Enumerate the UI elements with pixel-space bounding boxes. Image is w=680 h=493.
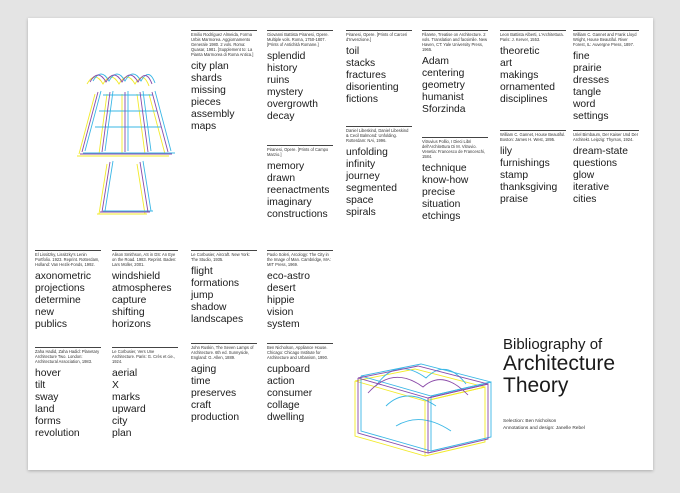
keyword-list	[267, 271, 333, 331]
keyword: infinity	[346, 159, 376, 171]
keyword: cupboard	[267, 364, 310, 375]
title-line-1: Bibliography of	[503, 336, 603, 353]
bibliography-entry	[191, 343, 257, 424]
citation: Filarete, Treatise on Architecture. 2 vols. Translation and facsimile. New Haven, CT: Yale University Press, 1965.	[422, 32, 488, 52]
keyword: history	[267, 63, 298, 75]
keyword: time	[191, 376, 211, 388]
keyword: assembly	[191, 109, 235, 121]
keyword: centering	[422, 68, 465, 80]
keyword-list	[573, 146, 639, 206]
keyword: tangle	[573, 87, 602, 99]
keyword: forms	[35, 416, 61, 428]
credit-selection: Selection: Ben Nicholson	[503, 419, 557, 424]
citation: Piranesi, Opere. [Prints of Campo Marzio.]	[267, 145, 333, 157]
keyword-list	[112, 368, 178, 441]
bibliography-entry	[112, 250, 178, 331]
keyword: stacks	[346, 58, 376, 70]
keyword: vision	[267, 307, 294, 319]
keyword: city plan	[191, 61, 229, 72]
keyword: iterative	[573, 182, 610, 194]
keyword: art	[500, 58, 513, 70]
keyword: disorienting	[346, 82, 399, 94]
keyword-list	[422, 163, 488, 223]
keyword: settings	[573, 111, 609, 123]
bibliography-entry	[422, 137, 488, 223]
keyword: prairie	[573, 63, 602, 75]
keyword: thanksgiving	[500, 182, 558, 194]
keyword: landscapes	[191, 314, 244, 326]
keyword: upward	[112, 404, 146, 416]
keyword: pieces	[191, 97, 221, 109]
keyword: revolution	[35, 428, 80, 440]
keyword: journey	[346, 171, 380, 183]
citation: El Lissitzky, Lissitzky's Lenin Portfolio. 1923. Reprint. Rotterdam, Holland: Van Hezik-Fonds, 1992.	[35, 252, 100, 267]
citation: Ben Nicholson, Appliance House. Chicago: Chicago Institute for Architecture and Urbanism, 1990.	[267, 343, 333, 360]
title-line-3: Theory	[503, 374, 569, 397]
keyword-list	[346, 147, 412, 220]
bibliography-entry	[573, 30, 639, 124]
keyword: flight	[191, 266, 213, 277]
keyword-list	[267, 364, 333, 424]
keyword: desert	[267, 283, 296, 295]
keyword-list	[500, 46, 566, 106]
bibliography-entry	[267, 343, 333, 424]
keyword: mystery	[267, 87, 304, 99]
keyword: memory	[267, 161, 305, 172]
citation: Le Corbusier, Vers Une Architecture. Paris: G. Crès et cie., 1924.	[112, 347, 178, 364]
keyword: disciplines	[500, 94, 548, 106]
keyword: dream-state	[573, 146, 628, 157]
keyword: projections	[35, 283, 85, 295]
keyword: X	[112, 380, 119, 392]
keyword: know-how	[422, 175, 469, 187]
bibliography-entry	[267, 145, 333, 221]
keyword: geometry	[422, 80, 465, 92]
keyword: dresses	[573, 75, 610, 87]
keyword: decay	[267, 111, 295, 123]
keyword: cities	[573, 194, 597, 206]
keyword: shadow	[191, 302, 227, 314]
citation: Giovanni Battista Piranesi, Opere. Multiple vols. Roma, 1750-1807. [Prints of Antichità Romane.]	[267, 30, 333, 47]
citation: Leon Battista Alberti, L'Architettura. Paris: J. Kerver, 1553.	[500, 30, 566, 42]
keyword-list	[191, 364, 257, 424]
keyword: etchings	[422, 211, 461, 223]
bibliography-entry	[191, 250, 257, 326]
keyword: fictions	[346, 94, 379, 106]
bibliography-entry	[35, 347, 101, 441]
keyword: splendid	[267, 51, 306, 62]
keyword: aerial	[112, 368, 138, 379]
keyword: glow	[573, 170, 595, 182]
keyword: makings	[500, 70, 539, 82]
bibliography-entry	[346, 126, 412, 220]
keyword: theoretic	[500, 46, 540, 57]
keyword: new	[35, 307, 54, 319]
poster-title	[503, 336, 615, 397]
keyword: publics	[35, 319, 68, 331]
keyword: space	[346, 195, 374, 207]
citation: William C. Gannet and Frank Lloyd Wright, House Beautiful. River Forest, IL: Auvergne Press, 1897.	[573, 30, 639, 47]
keyword-list	[191, 61, 257, 134]
bibliography-entry	[346, 30, 412, 106]
keyword: hippie	[267, 295, 295, 307]
keyword: furnishings	[500, 158, 550, 170]
citation: John Ruskin, The Seven Lamps of Architecture. 6th ed. Sunnyside, England: G. Allen, 1889.	[191, 343, 257, 360]
keyword: constructions	[267, 209, 328, 221]
keyword-list	[112, 271, 178, 331]
bibliography-entry	[500, 130, 566, 206]
stacked-structure-drawing-illustration	[353, 358, 498, 458]
keyword: capture	[112, 295, 147, 307]
bibliography-entry	[267, 30, 333, 124]
keyword: marks	[112, 392, 141, 404]
keyword: missing	[191, 85, 226, 97]
keyword: land	[35, 404, 55, 416]
keyword: determine	[35, 295, 81, 307]
bibliography-entry	[267, 250, 333, 331]
keyword-list	[35, 271, 101, 331]
keyword: city	[112, 416, 128, 428]
keyword: action	[267, 376, 295, 388]
keyword: praise	[500, 194, 529, 206]
citation: William C. Gannet, House Beautiful. Boston: James H. West, 1895.	[500, 132, 566, 142]
bibliography-entry	[500, 30, 566, 106]
bibliography-entry	[191, 30, 257, 134]
credit-design: Annotations and design: Janelle Rebel	[503, 425, 585, 431]
keyword: imaginary	[267, 197, 312, 209]
keyword: horizons	[112, 319, 151, 331]
keyword: fractures	[346, 70, 387, 82]
keyword: segmented	[346, 183, 397, 195]
citation: Uriel Birnbaum, Der Kaiser Und Der Architekt. Leipzig: Thyrsos, 1924.	[573, 132, 639, 142]
credits	[503, 419, 585, 432]
keyword: word	[573, 99, 596, 111]
keyword-list	[267, 51, 333, 124]
keyword: production	[191, 412, 240, 424]
citation: Piranesi, Opere. [Prints of Carceri d'Invenzione.]	[346, 30, 412, 42]
keyword: jump	[191, 290, 214, 302]
keyword: spirals	[346, 207, 376, 219]
keyword: formations	[191, 278, 240, 290]
keyword: reenactments	[267, 185, 330, 197]
keyword: axonometric	[35, 271, 92, 282]
lamp-drawing-illustration	[70, 62, 180, 212]
keyword: aging	[191, 364, 217, 375]
bibliography-entry	[573, 130, 639, 206]
citation: Zaha Hadid, Zaha Hadid: Planetary Architecture Two. London: Architectural Association, 1983.	[35, 349, 100, 364]
citation: Paolo Soleri, Arcology: The City in the Image of Man. Cambridge, MA: MIT Press, 1969.	[267, 250, 333, 267]
keyword: fine	[573, 51, 590, 62]
keyword: humanist	[422, 92, 464, 104]
keyword: eco-astro	[267, 271, 310, 282]
keyword: lily	[500, 146, 513, 157]
keyword-list	[346, 46, 412, 106]
citation: Le Corbusier, Aircraft. New York: The Studio, 1935.	[191, 250, 257, 262]
citation: Emilio Rodríguez Almeida, Forma Urbis Marmorea. Aggiornamento Generale 1980. 2 vols. Roma: Quasar, 1981. [Supplement to: La Pianta Marmorea di Roma Antica.]	[191, 30, 257, 57]
keyword: drawn	[267, 173, 296, 185]
keyword: unfolding	[346, 147, 388, 158]
keyword-list	[500, 146, 566, 206]
keyword-list	[267, 161, 333, 221]
keyword-list	[422, 56, 488, 116]
keyword: collage	[267, 400, 300, 412]
keyword: consumer	[267, 388, 313, 400]
keyword: ruins	[267, 75, 290, 87]
bibliography-entry	[35, 250, 101, 331]
keyword-list	[191, 266, 257, 326]
keyword: shards	[191, 73, 222, 85]
keyword: craft	[191, 400, 212, 412]
keyword: preserves	[191, 388, 237, 400]
keyword: tilt	[35, 380, 46, 392]
keyword: precise	[422, 187, 456, 199]
keyword: hover	[35, 368, 61, 379]
citation: Daniel Libeskind, Daniel Libeskind & Cecil Balmond: Unfolding. Rotterdam: NAi, 1996.	[346, 126, 412, 143]
keyword: Adam	[422, 56, 449, 67]
poster-sheet	[28, 18, 653, 470]
keyword: sway	[35, 392, 59, 404]
keyword: situation	[422, 199, 461, 211]
keyword: overgrowth	[267, 99, 318, 111]
keyword: toil	[346, 46, 360, 57]
keyword: ornamented	[500, 82, 555, 94]
bibliography-entry	[112, 347, 178, 441]
citation: Alison Smithson, AS in DS: An Eye on the Road. 1983. Reprint. Baden: Lars Müller, 2001.	[112, 252, 177, 267]
citation: Vitruvius Pollio, I Dieci Libri dell'Architettura Di M. Vitruvio. Venetia: Francesco de Franceschi, 1584.	[422, 137, 488, 159]
keyword: shifting	[112, 307, 145, 319]
keyword: atmospheres	[112, 283, 172, 295]
keyword: technique	[422, 163, 467, 174]
keyword-list	[35, 368, 101, 441]
keyword: stamp	[500, 170, 529, 182]
keyword: dwelling	[267, 412, 305, 424]
keyword: maps	[191, 121, 217, 133]
keyword: plan	[112, 428, 132, 440]
keyword: windshield	[112, 271, 161, 282]
title-line-2: Architecture	[503, 352, 616, 375]
keyword-list	[573, 51, 639, 124]
keyword: Sforzinda	[422, 104, 466, 116]
bibliography-entry	[422, 30, 488, 116]
keyword: questions	[573, 158, 618, 170]
keyword: system	[267, 319, 300, 331]
